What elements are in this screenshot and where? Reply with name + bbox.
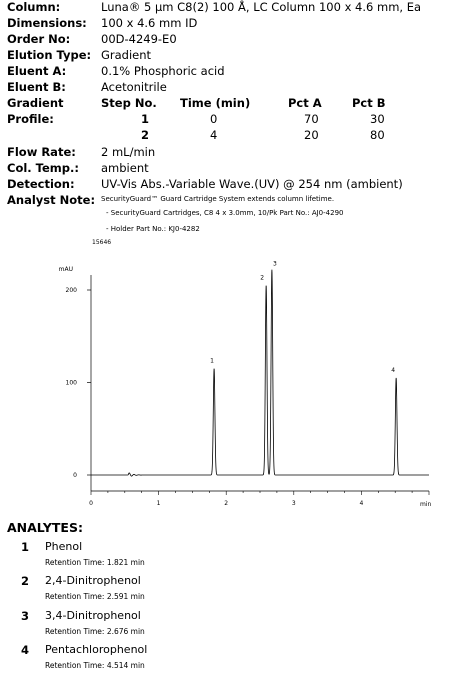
- analyte-2-num: 2: [21, 574, 30, 588]
- peak-3-label: 3: [272, 260, 277, 268]
- analyte-4-num: 4: [21, 643, 30, 657]
- peak-2-label: 2: [260, 274, 265, 282]
- dimensions-value: 100 x 4.6 mm ID: [101, 16, 198, 30]
- analytes-title: ANALYTES:: [7, 520, 83, 535]
- x-tick-label: 1: [156, 500, 161, 507]
- analyte-3-rt: Retention Time: 2.676 min: [45, 627, 145, 636]
- profile-label: Profile:: [7, 112, 54, 126]
- x-tick-label: 2: [224, 500, 229, 507]
- grad-header-pctb: Pct B: [352, 96, 386, 110]
- analyte-1-name: Phenol: [45, 540, 83, 553]
- detection-label: Detection:: [7, 177, 75, 191]
- analyte-1-rt: Retention Time: 1.821 min: [45, 558, 145, 567]
- grad-row2-step: 2: [141, 128, 150, 142]
- grad-header-step: Step No.: [101, 96, 157, 110]
- grad-header-pcta: Pct A: [288, 96, 322, 110]
- analyst-note-line1: SecurityGuard™ Guard Cartridge System extends column lifetime.: [101, 195, 335, 203]
- column-value: Luna® 5 µm C8(2) 100 Å, LC Column 100 x 4.6 mm, Ea: [101, 0, 422, 14]
- grad-row2-pctb: 80: [370, 128, 385, 142]
- elution-type-value: Gradient: [101, 48, 152, 62]
- grad-row2-pcta: 20: [304, 128, 319, 142]
- order-no-value: 00D-4249-E0: [101, 32, 177, 46]
- x-axis-label: min: [419, 501, 432, 508]
- x-tick-label: 0: [89, 500, 93, 507]
- y-tick-label: 200: [65, 287, 77, 294]
- detection-value: UV-Vis Abs.-Variable Wave.(UV) @ 254 nm (ambient): [101, 177, 403, 191]
- elution-type-label: Elution Type:: [7, 48, 92, 62]
- x-tick-label: 4: [359, 500, 364, 507]
- analyte-3-name: 3,4-Dinitrophenol: [45, 609, 141, 622]
- col-temp-value: ambient: [101, 161, 149, 175]
- col-temp-label: Col. Temp.:: [7, 161, 79, 175]
- order-no-label: Order No:: [7, 32, 71, 46]
- peak-4-label: 4: [391, 366, 396, 374]
- grad-row1-pcta: 70: [304, 112, 319, 126]
- chromatogram: [0, 255, 463, 515]
- peak-1-label: 1: [210, 357, 215, 365]
- app-id: 15646: [92, 239, 112, 246]
- y-axis-label: mAU: [58, 266, 73, 273]
- gradient-label: Gradient: [7, 96, 64, 110]
- grad-row1-pctb: 30: [370, 112, 385, 126]
- analyst-note-label: Analyst Note:: [7, 193, 96, 207]
- signal-trace: [128, 270, 429, 476]
- analyte-4-name: Pentachlorophenol: [45, 643, 148, 656]
- analyte-1-num: 1: [21, 540, 30, 554]
- x-tick-label: 3: [291, 500, 296, 507]
- flow-rate-label: Flow Rate:: [7, 145, 76, 159]
- grad-row1-time: 0: [210, 112, 218, 126]
- grad-row1-step: 1: [141, 112, 150, 126]
- y-tick-label: 100: [65, 379, 77, 387]
- eluent-b-value: Acetonitrile: [101, 80, 167, 94]
- analyst-note-line3: - Holder Part No.: KJ0-4282: [106, 225, 200, 233]
- eluent-a-label: Eluent A:: [7, 64, 67, 78]
- grad-header-time: Time (min): [180, 96, 251, 110]
- analyte-3-num: 3: [21, 609, 30, 623]
- analyst-note-line2: - SecurityGuard Cartridges, C8 4 x 3.0mm, 10/Pk Part No.: AJ0-4290: [106, 209, 344, 217]
- analyte-2-name: 2,4-Dinitrophenol: [45, 574, 141, 587]
- eluent-b-label: Eluent B:: [7, 80, 66, 94]
- flow-rate-value: 2 mL/min: [101, 145, 156, 159]
- analyte-2-rt: Retention Time: 2.591 min: [45, 592, 145, 601]
- grad-row2-time: 4: [210, 128, 218, 142]
- dimensions-label: Dimensions:: [7, 16, 87, 30]
- analyte-4-rt: Retention Time: 4.514 min: [45, 661, 145, 670]
- y-tick-label: 0: [73, 472, 77, 479]
- eluent-a-value: 0.1% Phosphoric acid: [101, 64, 225, 78]
- column-label: Column:: [7, 0, 61, 14]
